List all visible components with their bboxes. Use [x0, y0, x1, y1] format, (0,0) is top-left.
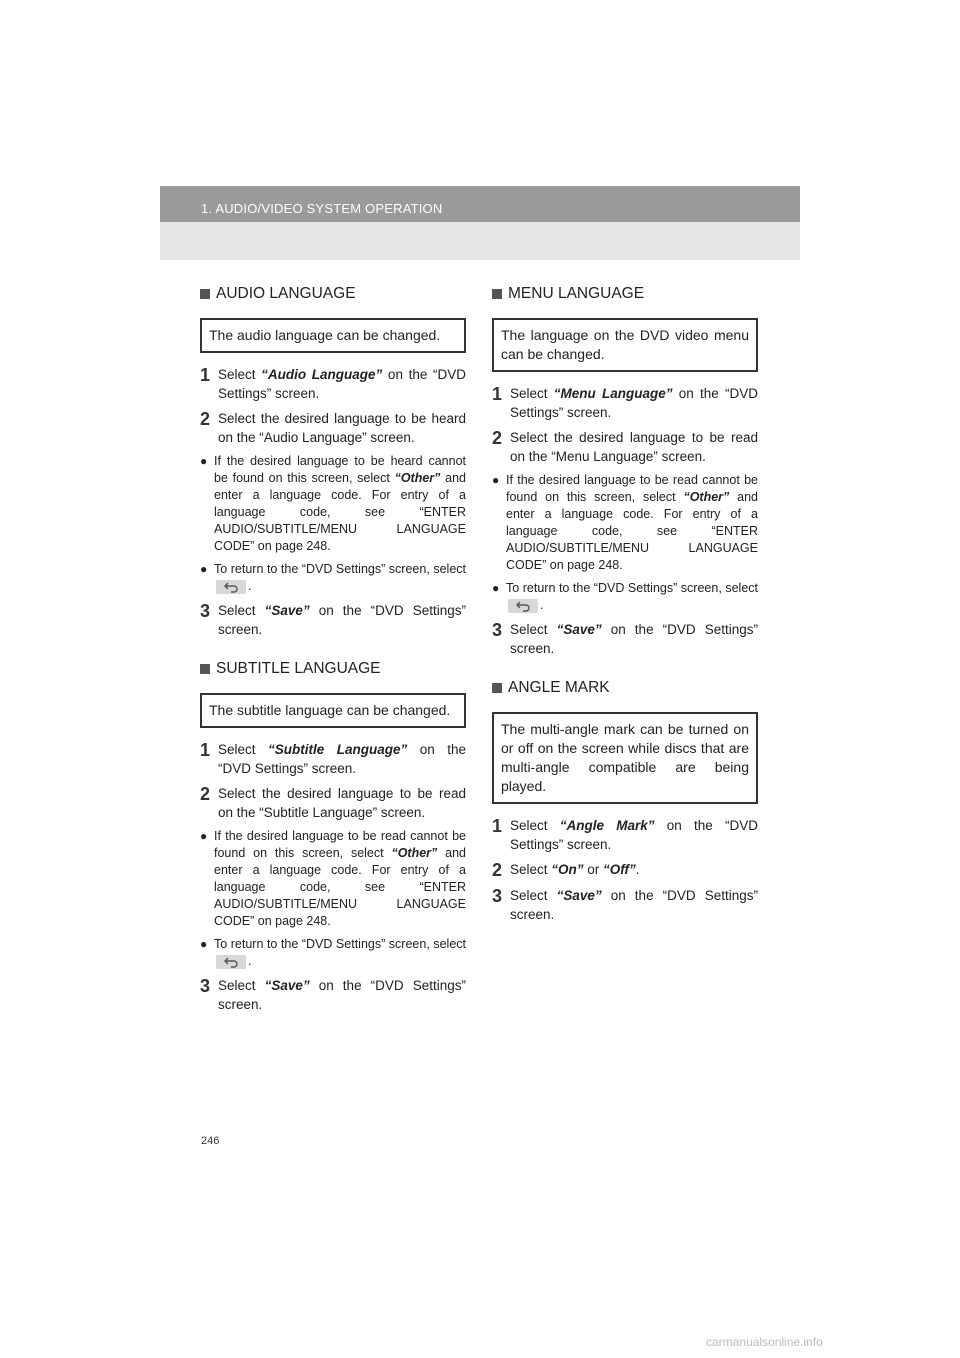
note-item: ● To return to the “DVD Settings” screen, select .: [200, 937, 466, 968]
intro-box: The language on the DVD video menu can be changed.: [492, 318, 758, 372]
step-number: 1: [492, 384, 503, 404]
note-item: ● If the desired language to be read cannot be found on this screen, select “Other” and enter a language code. For entry of a language code, see “ENTER AUDIO/SUBTITLE/MENU LANGUAGE CODE” on page 248.: [492, 473, 758, 572]
step-number: 2: [492, 428, 503, 448]
note-item: ● To return to the “DVD Settings” screen, select .: [492, 581, 758, 612]
section-heading-audio-language: [200, 282, 466, 306]
header-title: 1. AUDIO/VIDEO SYSTEM OPERATION: [201, 201, 443, 216]
section-heading-text: AUDIO LANGUAGE: [216, 285, 356, 302]
step-number: 2: [200, 784, 211, 804]
step-2: 2 Select the desired language to be heard on the “Audio Language” screen.: [200, 409, 466, 445]
square-bullet-icon: [492, 289, 502, 299]
back-arrow-icon: [216, 955, 246, 969]
square-bullet-icon: [200, 664, 210, 674]
step-1: 1 Select “Audio Language” on the “DVD Settings” screen.: [200, 365, 466, 401]
emphasis: “Audio Language”: [261, 367, 383, 382]
header-sub-band: [160, 222, 800, 260]
note-item: ● If the desired language to be read cannot be found on this screen, select “Other” and enter a language code. For entry of a language code, see “ENTER AUDIO/SUBTITLE/MENU LANGUAGE CODE” on page 248.: [200, 829, 466, 928]
step-3: 3 Select “Save” on the “DVD Settings” screen.: [492, 620, 758, 656]
step-2: 2 Select the desired language to be read on the “Subtitle Language” screen.: [200, 784, 466, 820]
right-column: [492, 282, 758, 930]
step-number: 1: [200, 740, 211, 760]
step-2: 2 Select the desired language to be read on the “Menu Language” screen.: [492, 428, 758, 464]
section-heading-text: ANGLE MARK: [508, 679, 610, 696]
step-1: 1 Select “Angle Mark” on the “DVD Settings” screen.: [492, 816, 758, 852]
step-number: 3: [200, 976, 211, 996]
step-number: 3: [492, 620, 503, 640]
note-item: ● If the desired language to be heard cannot be found on this screen, select “Other” and enter a language code. For entry of a language code, see “ENTER AUDIO/SUBTITLE/MENU LANGUAGE CODE” on page 248.: [200, 454, 466, 553]
square-bullet-icon: [200, 289, 210, 299]
intro-box: The audio language can be changed.: [200, 318, 466, 353]
section-heading-text: SUBTITLE LANGUAGE: [216, 660, 381, 677]
step-number: 3: [492, 886, 503, 906]
bullet-icon: ●: [200, 454, 208, 468]
back-arrow-icon: [216, 580, 246, 594]
step-number: 3: [200, 601, 211, 621]
step-number: 1: [492, 816, 503, 836]
left-column: [200, 282, 466, 1020]
step-3: 3 Select “Save” on the “DVD Settings” screen.: [200, 976, 466, 1012]
intro-box: The multi-angle mark can be turned on or off on the screen while discs that are multi-angle compatible are being played.: [492, 712, 758, 804]
watermark: carmanualsonline.info: [706, 1335, 823, 1349]
step-1: 1 Select “Menu Language” on the “DVD Settings” screen.: [492, 384, 758, 420]
step-2: 2 Select “On” or “Off”.: [492, 860, 640, 880]
back-arrow-icon: [508, 599, 538, 613]
step-3: 3 Select “Save” on the “DVD Settings” screen.: [492, 886, 758, 922]
bullet-icon: ●: [492, 581, 500, 595]
step-number: 1: [200, 365, 211, 385]
note-item: ● To return to the “DVD Settings” screen, select .: [200, 562, 466, 593]
step-number: 2: [492, 860, 503, 880]
section-heading-subtitle-language: [200, 657, 466, 681]
section-heading-text: MENU LANGUAGE: [508, 285, 645, 302]
square-bullet-icon: [492, 683, 502, 693]
step-number: 2: [200, 409, 211, 429]
bullet-icon: ●: [200, 937, 208, 951]
section-heading-angle-mark: [492, 676, 758, 700]
step-1: 1 Select “Subtitle Language” on the “DVD Settings” screen.: [200, 740, 466, 776]
bullet-icon: ●: [200, 562, 208, 576]
step-3: 3 Select “Save” on the “DVD Settings” screen.: [200, 601, 466, 637]
section-heading-menu-language: [492, 282, 758, 306]
bullet-icon: ●: [492, 473, 500, 487]
intro-box: The subtitle language can be changed.: [200, 693, 466, 728]
page-number: 246: [201, 1135, 220, 1147]
bullet-icon: ●: [200, 829, 208, 843]
